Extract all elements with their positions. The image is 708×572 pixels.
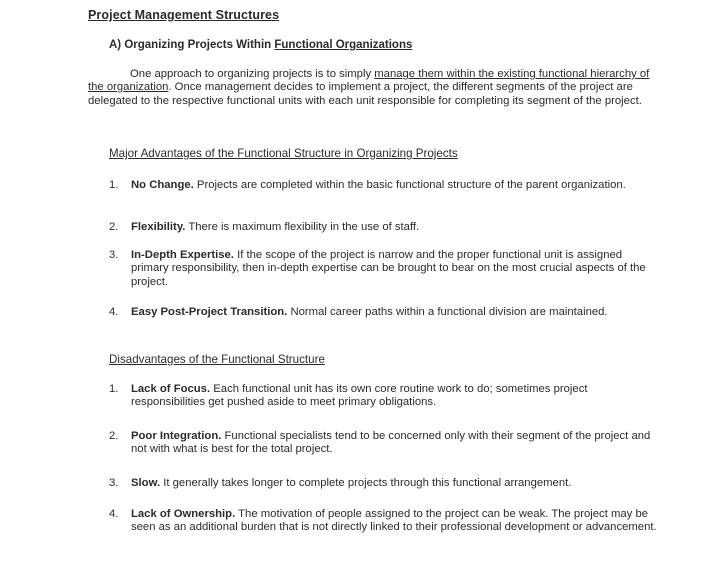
section-a-heading (109, 39, 412, 51)
item-number: 3. (109, 249, 119, 261)
item-number: 1. (109, 383, 119, 395)
section-a-underlined: Functional Organizations (274, 39, 413, 51)
item-term: Easy Post-Project Transition. (131, 306, 288, 318)
page-title: Project Management Structures (88, 8, 280, 22)
item-text: Projects are completed within the basic functional structure of the parent organization. (193, 179, 626, 191)
item-text: If the scope of the project is narrow and the proper functional unit is assigned primary responsibility, then in-depth expertise can be brought to bear on the most crucial aspects of the project. (131, 249, 646, 288)
advantage-item (109, 249, 659, 289)
item-text: The motivation of people assigned to the project can be weak. The project may be seen as an additional burden that is not directly linked to their professional development or advancement. (131, 508, 657, 534)
disadvantages-heading: Disadvantages of the Functional Structure (109, 353, 325, 366)
item-term: Slow. (131, 477, 161, 489)
disadvantage-item (109, 508, 659, 535)
item-text: Functional specialists tend to be concerned only with their segment of the project and not with what is best for the total project. (131, 430, 651, 456)
item-term: Lack of Focus. (131, 383, 211, 395)
intro-paragraph (88, 68, 653, 108)
section-a-prefix: A) Organizing Projects Within (109, 39, 275, 51)
advantage-item (109, 221, 659, 234)
intro-part1: One approach to organizing projects is to simply (130, 68, 375, 80)
intro-part2: . Once management decides to implement a project, the different segments of the project are delegated to the respective functional units with each unit responsible for completing its segment of the project. (88, 81, 642, 107)
item-term: Flexibility. (131, 221, 186, 233)
item-number: 2. (109, 221, 119, 233)
advantage-item (109, 179, 659, 192)
advantages-heading: Major Advantages of the Functional Structure in Organizing Projects (109, 147, 458, 160)
item-term: Lack of Ownership. (131, 508, 236, 520)
item-number: 2. (109, 430, 119, 442)
item-number: 1. (109, 179, 119, 191)
item-number: 3. (109, 477, 119, 489)
item-number: 4. (109, 306, 119, 318)
item-term: No Change. (131, 179, 194, 191)
item-number: 4. (109, 508, 119, 520)
item-term: Poor Integration. (131, 430, 222, 442)
item-text: Each functional unit has its own core routine work to do; sometimes project responsibilities get pushed aside to meet primary obligations. (131, 383, 588, 409)
item-text: It generally takes longer to complete projects through this functional arrangement. (160, 477, 572, 489)
advantage-item (109, 306, 659, 319)
item-text: There is maximum flexibility in the use of staff. (185, 221, 420, 233)
disadvantage-item (109, 383, 659, 410)
disadvantage-item (109, 477, 659, 490)
item-text: Normal career paths within a functional division are maintained. (287, 306, 608, 318)
disadvantage-item (109, 430, 659, 457)
item-term: In-Depth Expertise. (131, 249, 234, 261)
intro-underlined: manage them within the existing functional hierarchy of the organization (88, 68, 650, 94)
